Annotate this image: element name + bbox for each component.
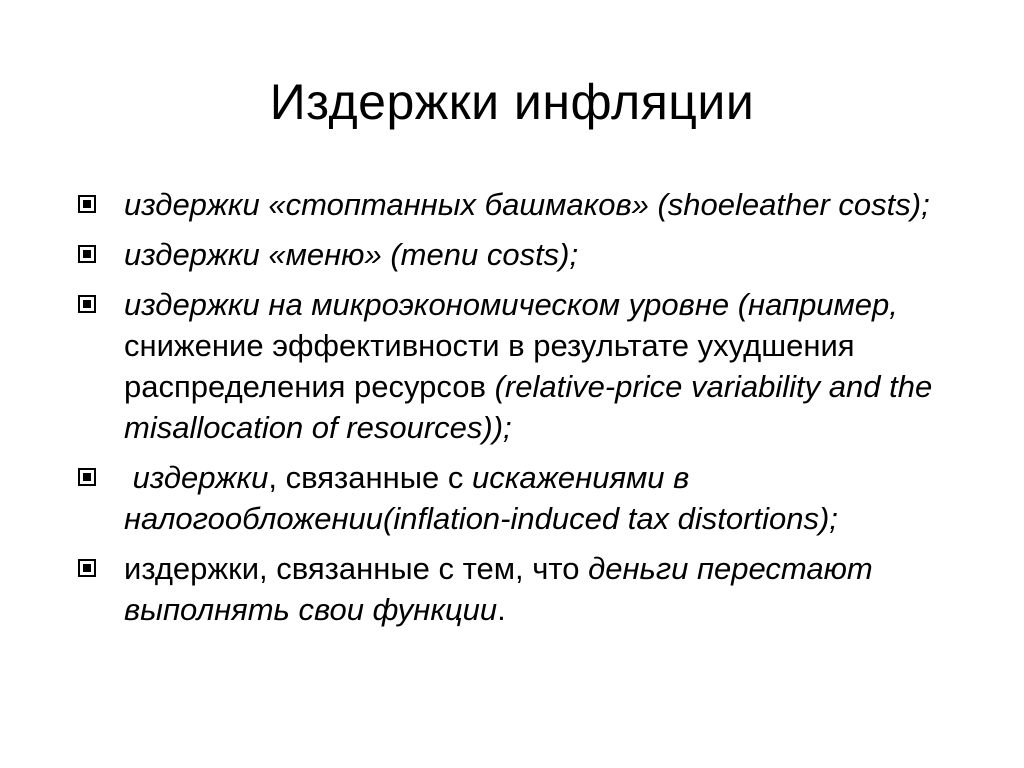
bullet-list <box>76 184 976 639</box>
square-bullet-icon <box>78 559 96 577</box>
bullet-text-period: . <box>497 592 506 627</box>
bullet-item-money-functions <box>76 548 976 630</box>
bullet-text-italic: деньги перестают выполнять свои функции <box>124 551 873 627</box>
bullet-text-italic-tail: (relative-price variability and the misallocation of resources)); <box>124 369 933 445</box>
bullet-text-regular: , связанные с <box>268 460 472 495</box>
bullet-text-regular: издержки, связанные с тем, что <box>124 551 589 586</box>
bullet-text: издержки «меню» (menu costs); <box>124 237 579 272</box>
bullet-text-regular: снижение эффективности в результате ухудшения распределения ресурсов <box>124 328 855 404</box>
bullet-item-shoeleather <box>76 184 976 225</box>
bullet-text: издержки «стоптанных башмаков» (shoeleather costs); <box>124 187 930 222</box>
bullet-item-tax-distortions <box>76 457 976 539</box>
bullet-text-italic-tail: искажениями в налогообложении(inflation-induced tax distortions); <box>124 460 838 536</box>
square-bullet-icon <box>78 468 96 486</box>
square-bullet-icon <box>78 245 96 263</box>
square-bullet-icon <box>78 295 96 313</box>
bullet-item-menu-costs <box>76 234 976 275</box>
bullet-text-italic-lead: издержки <box>124 460 269 495</box>
slide-title: Издержки инфляции <box>269 74 755 130</box>
bullet-text-italic-lead: издержки на микроэкономическом уровне (например, <box>124 287 898 322</box>
bullet-item-microeconomic <box>76 284 976 448</box>
square-bullet-icon <box>78 195 96 213</box>
